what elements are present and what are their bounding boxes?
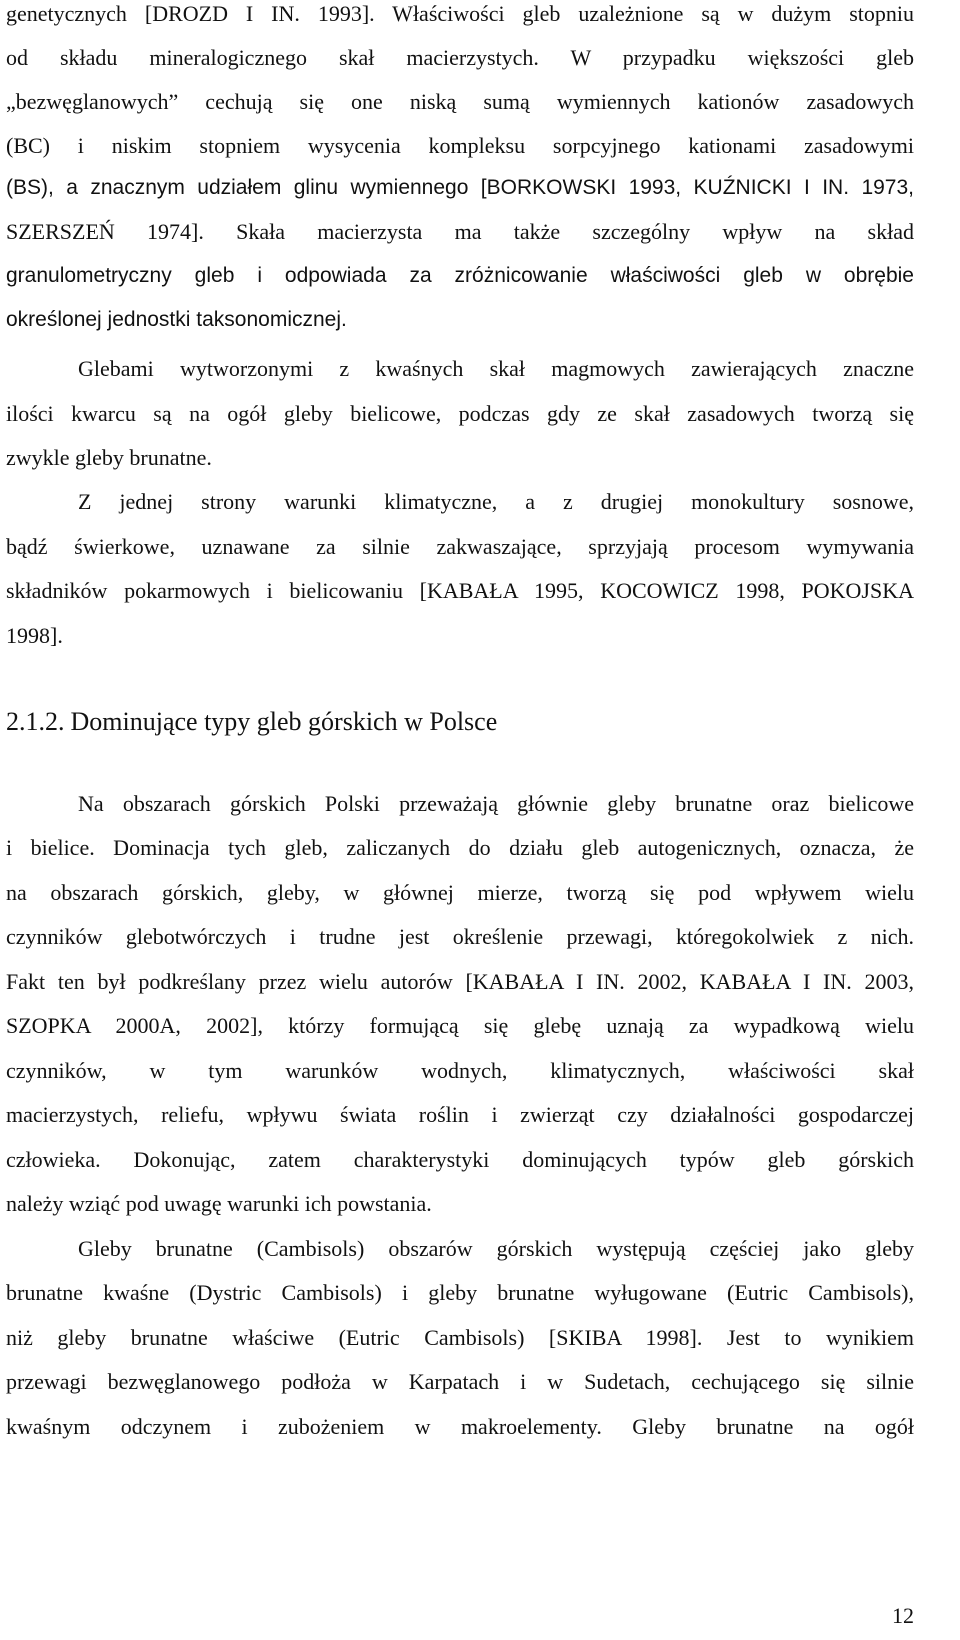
- text-line: (BC) i niskim stopniem wysycenia kompleksu sorpcyjnego kationami zasadowymi: [6, 133, 914, 158]
- section-heading: [6, 706, 497, 738]
- text-line: SZOPKA 2000A, 2002], którzy formującą się glebę uznają za wypadkową wielu: [6, 1013, 914, 1038]
- section-title: Dominujące typy gleb górskich w Polsce: [70, 707, 498, 736]
- section-number: 2.1.2.: [6, 707, 65, 736]
- text-line: człowieka. Dokonując, zatem charakterystyki dominujących typów gleb górskich: [6, 1147, 914, 1172]
- text-line: czynników glebotwórczych i trudne jest określenie przewagi, któregokolwiek z nich.: [6, 924, 914, 949]
- text-line: „bezwęglanowych” cechują się one niską sumą wymiennych kationów zasadowych: [6, 89, 914, 114]
- text-line: SZERSZEŃ 1974]. Skała macierzysta ma także szczególny wpływ na skład: [6, 219, 914, 244]
- text-line: od składu mineralogicznego skał macierzystych. W przypadku większości gleb: [6, 45, 914, 70]
- text-line: brunatne kwaśne (Dystric Cambisols) i gleby brunatne wyługowane (Eutric Cambisols),: [6, 1280, 914, 1305]
- text-line: zwykle gleby brunatne.: [6, 445, 212, 470]
- text-line: czynników, w tym warunków wodnych, klimatycznych, właściwości skał: [6, 1058, 914, 1083]
- text-line: granulometryczny gleb i odpowiada za zróżnicowanie właściwości gleb w obrębie: [6, 264, 914, 287]
- text-line: genetycznych [DROZD I IN. 1993]. Właściwości gleb uzależnione są w dużym stopniu: [6, 1, 914, 26]
- text-line: ilości kwarcu są na ogół gleby bielicowe, podczas gdy ze skał zasadowych tworzą się: [6, 401, 914, 426]
- page-number: 12: [892, 1603, 914, 1628]
- text-line: niż gleby brunatne właściwe (Eutric Cambisols) [SKIBA 1998]. Jest to wynikiem: [6, 1325, 914, 1350]
- text-line: kwaśnym odczynem i zubożeniem w makroelementy. Gleby brunatne na ogół: [6, 1414, 914, 1439]
- text-line: 1998].: [6, 623, 63, 648]
- text-line: (BS), a znacznym udziałem glinu wymiennego [BORKOWSKI 1993, KUŹNICKI I IN. 1973,: [6, 176, 914, 199]
- text-line: Z jednej strony warunki klimatyczne, a z drugiej monokultury sosnowe,: [78, 489, 914, 514]
- text-line: Fakt ten był podkreślany przez wielu autorów [KABAŁA I IN. 2002, KABAŁA I IN. 2003,: [6, 969, 914, 994]
- text-line: składników pokarmowych i bielicowaniu [KABAŁA 1995, KOCOWICZ 1998, POKOJSKA: [6, 578, 914, 603]
- text-line: określonej jednostki taksonomicznej.: [6, 308, 347, 331]
- text-line: na obszarach górskich, gleby, w głównej mierze, tworzą się pod wpływem wielu: [6, 880, 914, 905]
- text-line: należy wziąć pod uwagę warunki ich powstania.: [6, 1191, 432, 1216]
- text-line: Gleby brunatne (Cambisols) obszarów górskich występują częściej jako gleby: [78, 1236, 914, 1261]
- text-line: macierzystych, reliefu, wpływu świata roślin i zwierząt czy działalności gospodarczej: [6, 1102, 914, 1127]
- text-line: Glebami wytworzonymi z kwaśnych skał magmowych zawierających znaczne: [78, 356, 914, 381]
- text-line: Na obszarach górskich Polski przeważają głównie gleby brunatne oraz bielicowe: [78, 791, 914, 816]
- text-line: przewagi bezwęglanowego podłoża w Karpatach i w Sudetach, cechującego się silnie: [6, 1369, 914, 1394]
- text-line: bądź świerkowe, uznawane za silnie zakwaszające, sprzyjają procesom wymywania: [6, 534, 914, 559]
- text-line: i bielice. Dominacja tych gleb, zaliczanych do działu gleb autogenicznych, oznacza, że: [6, 835, 914, 860]
